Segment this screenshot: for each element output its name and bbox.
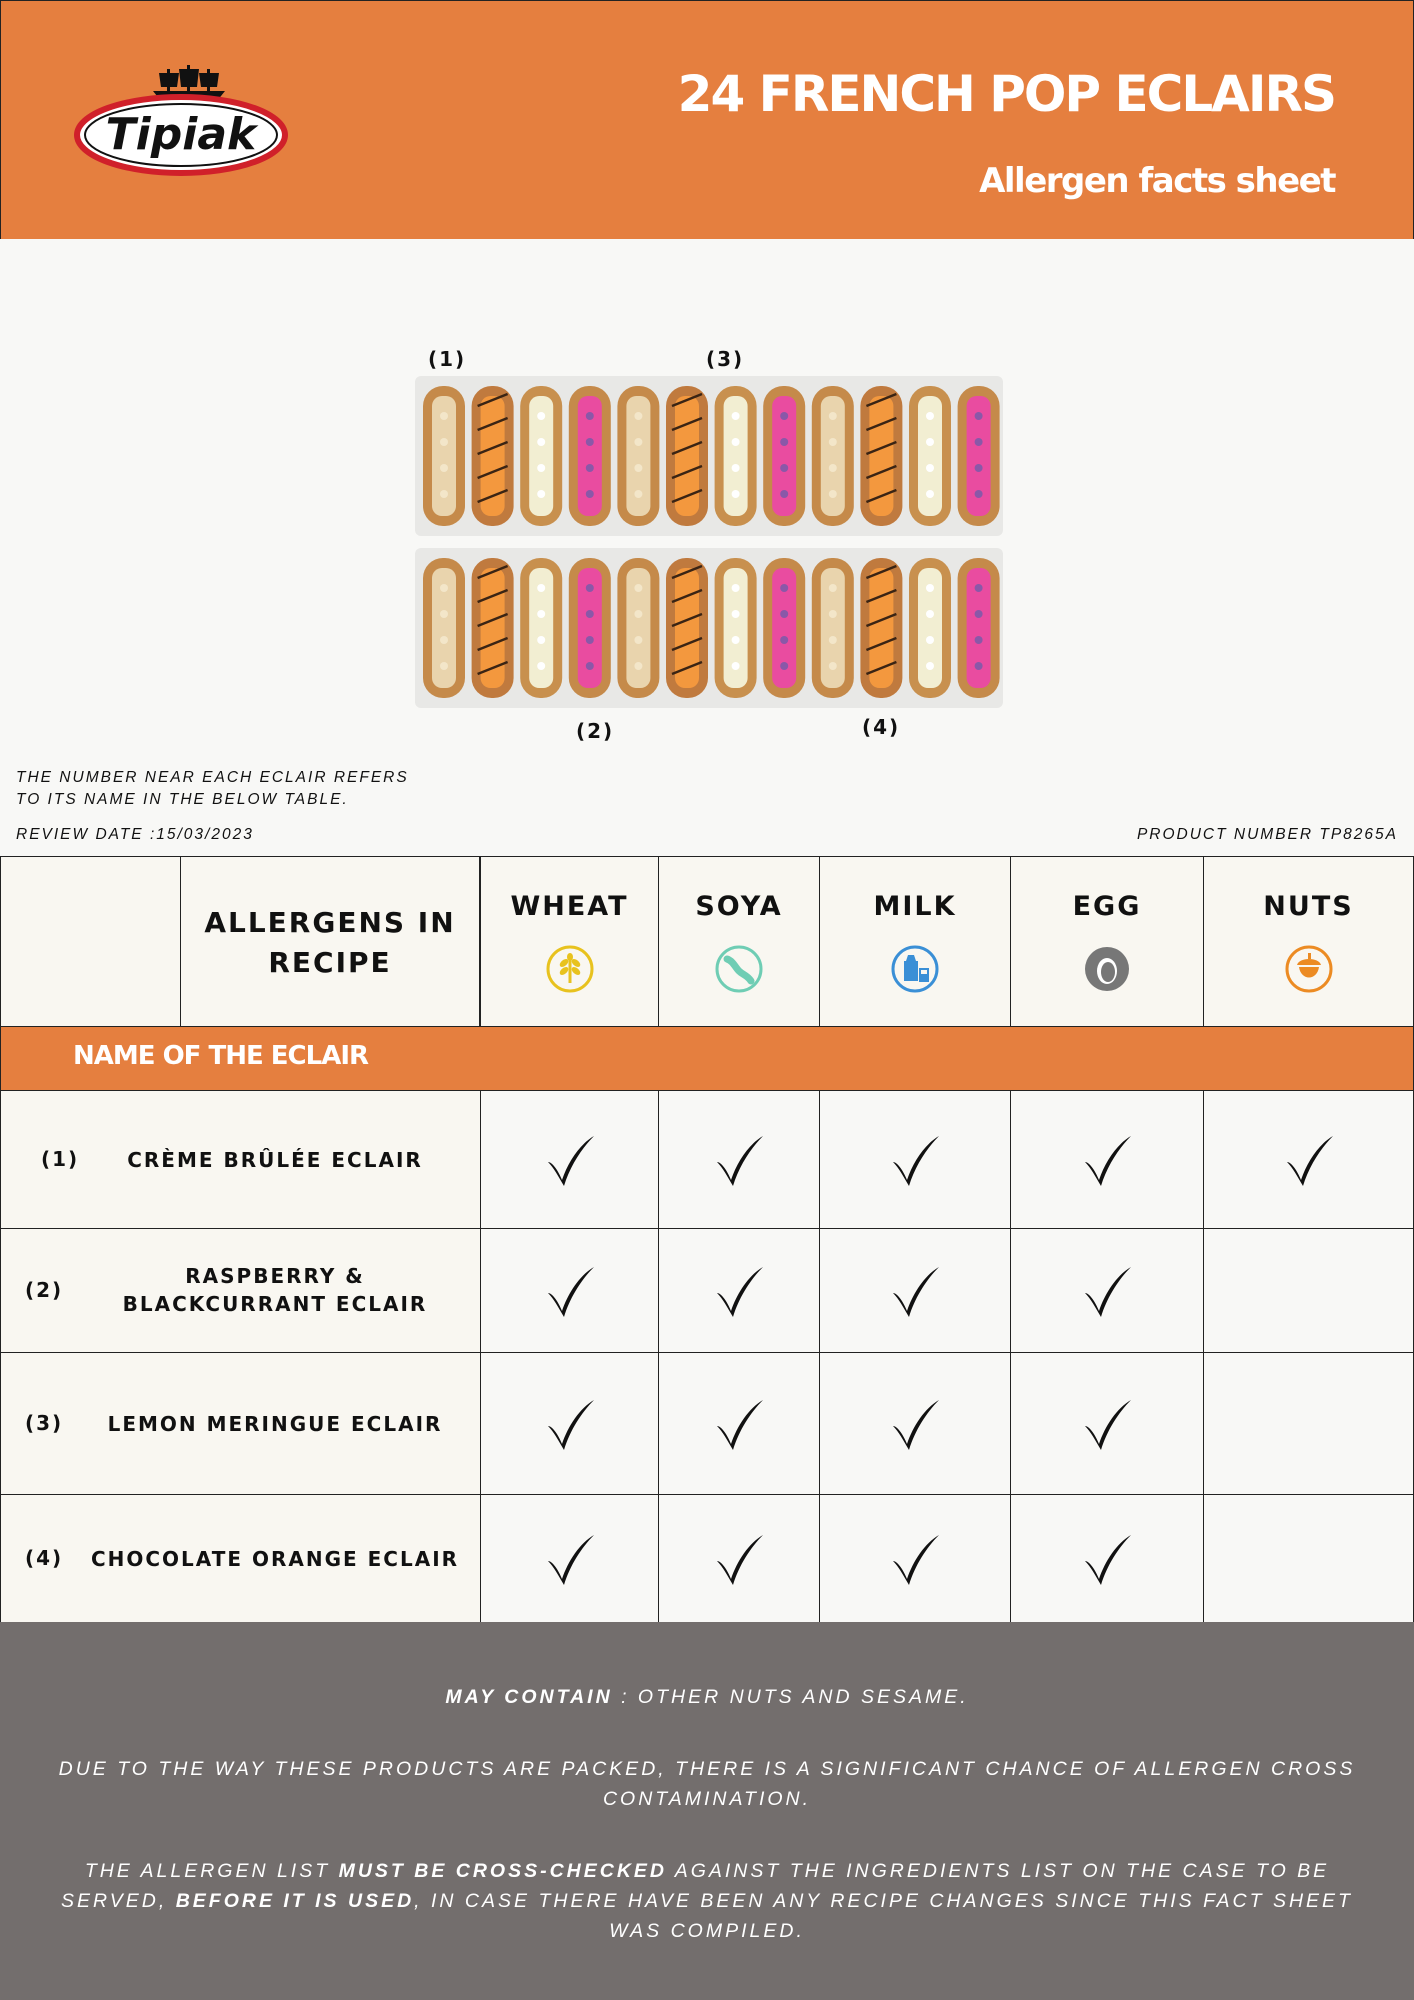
- eclair-lm: [520, 558, 562, 698]
- eclair-lm: [909, 386, 951, 526]
- photo-note: THE NUMBER NEAR EACH ECLAIR REFERS TO ITS NAME IN THE BELOW TABLE.: [16, 769, 409, 808]
- allergen-cell-nuts: [1203, 1352, 1414, 1496]
- eclair-lm: [909, 558, 951, 698]
- table-row: [0, 1352, 481, 1496]
- product-number: PRODUCT NUMBER TP8265A: [1136, 826, 1398, 843]
- allergen-cell-egg: [1010, 1090, 1204, 1230]
- marker-2: (2): [576, 719, 615, 743]
- eclair-rb: [569, 386, 611, 526]
- eclair-rb: [763, 386, 805, 526]
- checkmark-icon: [887, 1263, 945, 1321]
- eclair-row-bottom: [415, 548, 1003, 708]
- eclair-cb: [812, 558, 854, 698]
- eclair-co: [472, 386, 514, 526]
- checkmark-icon: [1079, 1396, 1137, 1454]
- column-header-egg: [1010, 856, 1204, 1028]
- footer-disclaimer: [0, 1622, 1414, 2000]
- checkmark-icon: [542, 1531, 600, 1589]
- table-row: [0, 1494, 481, 1624]
- eclair-lm: [715, 386, 757, 526]
- allergen-cell-egg: [1010, 1228, 1204, 1354]
- allergen-cell-milk: [819, 1494, 1011, 1624]
- eclair-co: [860, 386, 902, 526]
- product-photo-area: [0, 239, 1414, 857]
- eclair-name-band: [0, 1026, 1414, 1092]
- egg-icon: [1081, 943, 1133, 995]
- table-row: [0, 1090, 481, 1230]
- column-label: SOYA: [695, 891, 783, 922]
- allergen-cell-nuts: [1203, 1090, 1414, 1230]
- cross-contamination-warning: DUE TO THE WAY THESE PRODUCTS ARE PACKED, THERE IS A SIGNIFICANT CHANCE OF ALLERGEN CROSS CONTAMINATION.: [58, 1758, 1356, 1810]
- allergen-cell-egg: [1010, 1352, 1204, 1496]
- column-header-soya: [658, 856, 820, 1028]
- eclair-rb: [763, 558, 805, 698]
- checkmark-icon: [887, 1531, 945, 1589]
- eclair-cb: [423, 558, 465, 698]
- allergen-cell-wheat: [480, 1228, 659, 1354]
- checkmark-icon: [887, 1132, 945, 1190]
- eclair-name: LEMON MERINGUE ECLAIR: [107, 1412, 443, 1436]
- checkmark-icon: [887, 1396, 945, 1454]
- allergens-header-cell: [180, 856, 480, 1028]
- eclair-rb: [569, 558, 611, 698]
- table-row: [0, 1228, 481, 1354]
- checkmark-icon: [1079, 1132, 1137, 1190]
- allergen-cell-milk: [819, 1228, 1011, 1354]
- eclair-name-band-label: NAME OF THE ECLAIR: [73, 1041, 369, 1071]
- column-label: EGG: [1072, 891, 1142, 922]
- checkmark-icon: [1079, 1531, 1137, 1589]
- eclair-co: [472, 558, 514, 698]
- checkmark-icon: [542, 1396, 600, 1454]
- column-header-nuts: [1203, 856, 1414, 1028]
- eclair-co: [666, 386, 708, 526]
- allergen-cell-egg: [1010, 1494, 1204, 1624]
- milk-icon: [889, 943, 941, 995]
- logo-wordmark: Tipiak: [105, 109, 257, 160]
- eclair-lm: [520, 386, 562, 526]
- allergen-cell-nuts: [1203, 1494, 1414, 1624]
- checkmark-icon: [542, 1263, 600, 1321]
- eclair-co: [666, 558, 708, 698]
- allergen-cell-soya: [658, 1228, 820, 1354]
- may-contain-text: MAY CONTAIN : OTHER NUTS AND SESAME.: [445, 1686, 969, 1708]
- eclair-name: CHOCOLATE ORANGE ECLAIR: [90, 1547, 460, 1571]
- nut-icon: [1283, 943, 1335, 995]
- allergen-cell-wheat: [480, 1090, 659, 1230]
- allergen-cell-soya: [658, 1352, 820, 1496]
- allergen-cell-milk: [819, 1352, 1011, 1496]
- eclair-rb: [958, 386, 1000, 526]
- marker-3: (3): [706, 347, 745, 371]
- checkmark-icon: [1281, 1132, 1339, 1190]
- eclair-cb: [423, 386, 465, 526]
- page-subtitle: Allergen facts sheet: [979, 161, 1335, 201]
- checkmark-icon: [711, 1263, 769, 1321]
- eclair-number: (3): [25, 1411, 64, 1435]
- header-banner: [0, 0, 1414, 240]
- eclair-tray-top: [415, 376, 1003, 536]
- allergen-cell-soya: [658, 1090, 820, 1230]
- checkmark-icon: [711, 1531, 769, 1589]
- column-header-wheat: [480, 856, 659, 1028]
- checkmark-icon: [711, 1132, 769, 1190]
- allergen-cell-soya: [658, 1494, 820, 1624]
- page-title: 24 FRENCH POP ECLAIRS: [677, 65, 1335, 123]
- allergen-cell-wheat: [480, 1494, 659, 1624]
- review-date: REVIEW DATE :15/03/2023: [16, 826, 254, 843]
- allergen-cell-nuts: [1203, 1228, 1414, 1354]
- column-label: NUTS: [1263, 891, 1354, 922]
- eclair-co: [860, 558, 902, 698]
- eclair-row-top: [415, 376, 1003, 536]
- allergens-in-recipe-label: ALLERGENS IN RECIPE: [204, 906, 456, 979]
- wheat-icon: [544, 943, 596, 995]
- eclair-cb: [617, 558, 659, 698]
- allergen-cell-wheat: [480, 1352, 659, 1496]
- may-contain-label: MAY CONTAIN: [445, 1686, 613, 1708]
- eclair-name: RASPBERRY & BLACKCURRANT ECLAIR: [122, 1264, 428, 1316]
- marker-1: (1): [428, 347, 467, 371]
- checkmark-icon: [711, 1396, 769, 1454]
- tipiak-logo: [73, 63, 289, 181]
- soya-icon: [713, 943, 765, 995]
- eclair-number: (1): [41, 1147, 80, 1171]
- table-corner-empty: [0, 856, 181, 1028]
- eclair-name: CRÈME BRÛLÉE ECLAIR: [127, 1148, 423, 1172]
- column-label: MILK: [873, 891, 957, 922]
- eclair-tray-bottom: [415, 548, 1003, 708]
- column-header-milk: [819, 856, 1011, 1028]
- marker-4: (4): [862, 715, 901, 739]
- eclair-cb: [812, 386, 854, 526]
- eclair-number: (2): [25, 1278, 64, 1302]
- eclair-number: (4): [25, 1546, 64, 1570]
- checkmark-icon: [1079, 1263, 1137, 1321]
- column-label: WHEAT: [510, 891, 629, 922]
- checkmark-icon: [542, 1132, 600, 1190]
- cross-check-notice: THE ALLERGEN LIST MUST BE CROSS-CHECKED AGAINST THE INGREDIENTS LIST ON THE CASE TO BE SERVED, BEFORE IT IS USED, IN CASE THERE HAVE BEEN ANY RECIPE CHANGES SINCE THIS FACT SHEET WAS COMPILED.: [61, 1860, 1353, 1942]
- eclair-cb: [617, 386, 659, 526]
- eclair-lm: [715, 558, 757, 698]
- allergen-cell-milk: [819, 1090, 1011, 1230]
- eclair-rb: [958, 558, 1000, 698]
